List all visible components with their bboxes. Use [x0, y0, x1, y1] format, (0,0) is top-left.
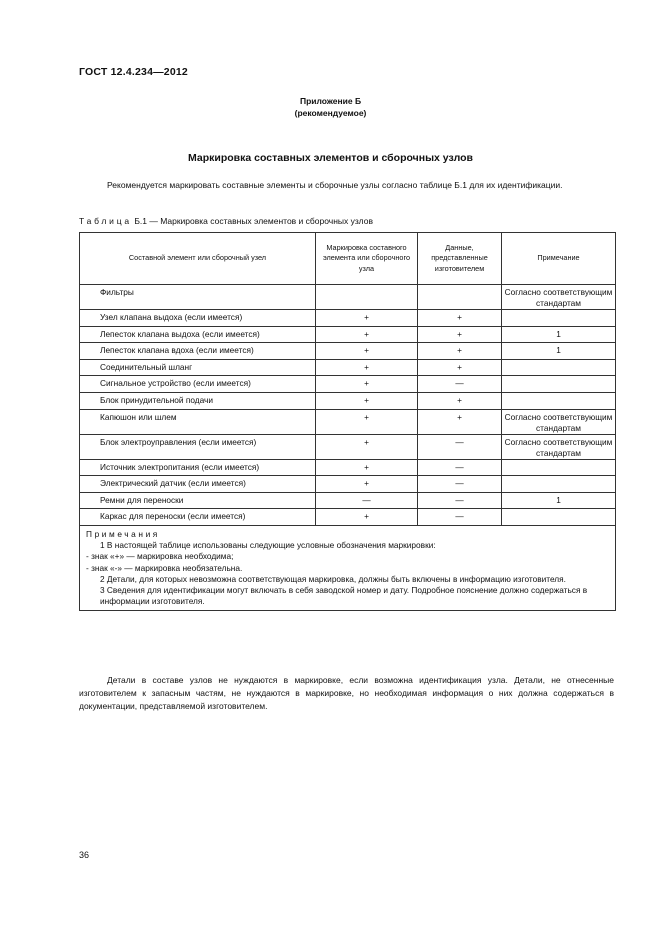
- cell-note: 1: [502, 326, 616, 343]
- cell-manufacturer-data: +: [418, 343, 502, 360]
- cell-note: Согласно соответствующим стандартам: [502, 434, 616, 459]
- annex-subtitle: (рекомендуемое): [294, 108, 367, 118]
- table-row: [80, 492, 616, 509]
- note-1: 1 В настоящей таблице использованы следующие условные обозначения маркировки:: [100, 540, 436, 551]
- cell-marking: +: [316, 326, 418, 343]
- table-row: [80, 509, 616, 526]
- table-caption-text: Б.1 — Маркировка составных элементов и сборочных узлов: [134, 216, 373, 226]
- intro-paragraph: Рекомендуется маркировать составные элементы и сборочные узлы согласно таблице Б.1 для их идентификации.: [107, 180, 563, 190]
- table-caption-prefix: Таблица: [79, 216, 132, 226]
- table-row: [80, 392, 616, 409]
- cell-element: Соединительный шланг: [80, 359, 316, 376]
- cell-note: [502, 459, 616, 476]
- cell-manufacturer-data: +: [418, 392, 502, 409]
- cell-note: 1: [502, 492, 616, 509]
- cell-note: [502, 509, 616, 526]
- page-number: 36: [79, 850, 90, 860]
- cell-marking: +: [316, 409, 418, 434]
- table-row: [80, 343, 616, 360]
- cell-manufacturer-data: —: [418, 476, 502, 493]
- cell-manufacturer-data: +: [418, 310, 502, 327]
- cell-manufacturer-data: +: [418, 359, 502, 376]
- cell-note: Согласно соответствующим стандартам: [502, 409, 616, 434]
- cell-manufacturer-data: —: [418, 459, 502, 476]
- cell-element: Каркас для переноски (если имеется): [80, 509, 316, 526]
- cell-element: Блок принудительной подачи: [80, 392, 316, 409]
- cell-marking: [316, 285, 418, 310]
- note-1b: - знак «-» — маркировка необязательна.: [86, 562, 243, 573]
- closing-paragraph: Детали в составе узлов не нуждаются в маркировке, если возможна идентификация узла. Детали, не отнесенные изготовителем к запасным частям, не нуждаются в маркировке, но необходимая информация о них должна содержаться в документации, представляемой изготовителем.: [79, 675, 614, 711]
- cell-marking: +: [316, 509, 418, 526]
- cell-manufacturer-data: +: [418, 409, 502, 434]
- cell-manufacturer-data: +: [418, 326, 502, 343]
- table-row: [80, 359, 616, 376]
- table-caption: [79, 216, 373, 226]
- cell-element: Лепесток клапана вдоха (если имеется): [80, 343, 316, 360]
- table-row: [80, 326, 616, 343]
- header-marking: Маркировка составного элемента или сборочного узла: [316, 233, 418, 285]
- cell-element: Лепесток клапана выдоха (если имеется): [80, 326, 316, 343]
- cell-manufacturer-data: [418, 285, 502, 310]
- cell-element: Блок электроуправления (если имеется): [80, 434, 316, 459]
- header-manufacturer-data: Данные, представленные изготовителем: [418, 233, 502, 285]
- cell-note: [502, 359, 616, 376]
- cell-manufacturer-data: —: [418, 509, 502, 526]
- document-header: ГОСТ 12.4.234—2012: [79, 66, 188, 78]
- cell-element: Ремни для переноски: [80, 492, 316, 509]
- marking-table: [79, 232, 616, 611]
- header-note: Примечание: [502, 233, 616, 285]
- cell-manufacturer-data: —: [418, 434, 502, 459]
- note-2: 2 Детали, для которых невозможна соответствующая маркировка, должны быть включены в информацию изготовителя.: [100, 573, 566, 584]
- note-3: 3 Сведения для идентификации могут включать в себя заводской номер и дату. Подробное пояснение должно содержаться в информации изготовителя.: [100, 584, 588, 607]
- cell-marking: +: [316, 310, 418, 327]
- cell-element: Капюшон или шлем: [80, 409, 316, 434]
- annex-title: Приложение Б: [299, 96, 362, 106]
- cell-marking: +: [316, 476, 418, 493]
- cell-marking: —: [316, 492, 418, 509]
- section-title: Маркировка составных элементов и сборочных узлов: [188, 152, 473, 164]
- cell-note: [502, 376, 616, 393]
- cell-marking: +: [316, 359, 418, 376]
- table-row: [80, 376, 616, 393]
- table-row: [80, 434, 616, 459]
- table-row: [80, 285, 616, 310]
- cell-marking: +: [316, 434, 418, 459]
- cell-element: Электрический датчик (если имеется): [80, 476, 316, 493]
- cell-marking: +: [316, 343, 418, 360]
- notes-title: Примечания: [86, 528, 160, 539]
- cell-marking: +: [316, 459, 418, 476]
- header-element: Составной элемент или сборочный узел: [80, 233, 316, 285]
- cell-note: 1: [502, 343, 616, 360]
- cell-manufacturer-data: —: [418, 376, 502, 393]
- cell-note: [502, 476, 616, 493]
- cell-element: Узел клапана выдоха (если имеется): [80, 310, 316, 327]
- cell-note: [502, 392, 616, 409]
- cell-marking: +: [316, 376, 418, 393]
- cell-note: Согласно соответствующим стандартам: [502, 285, 616, 310]
- table-row: [80, 476, 616, 493]
- cell-marking: +: [316, 392, 418, 409]
- cell-element: Сигнальное устройство (если имеется): [80, 376, 316, 393]
- table-row: [80, 459, 616, 476]
- cell-element: Фильтры: [80, 285, 316, 310]
- cell-manufacturer-data: —: [418, 492, 502, 509]
- cell-note: [502, 310, 616, 327]
- table-notes: [80, 525, 616, 610]
- table-row: [80, 310, 616, 327]
- note-1a: - знак «+» — маркировка необходима;: [86, 551, 234, 562]
- table-row: [80, 409, 616, 434]
- cell-element: Источник электропитания (если имеется): [80, 459, 316, 476]
